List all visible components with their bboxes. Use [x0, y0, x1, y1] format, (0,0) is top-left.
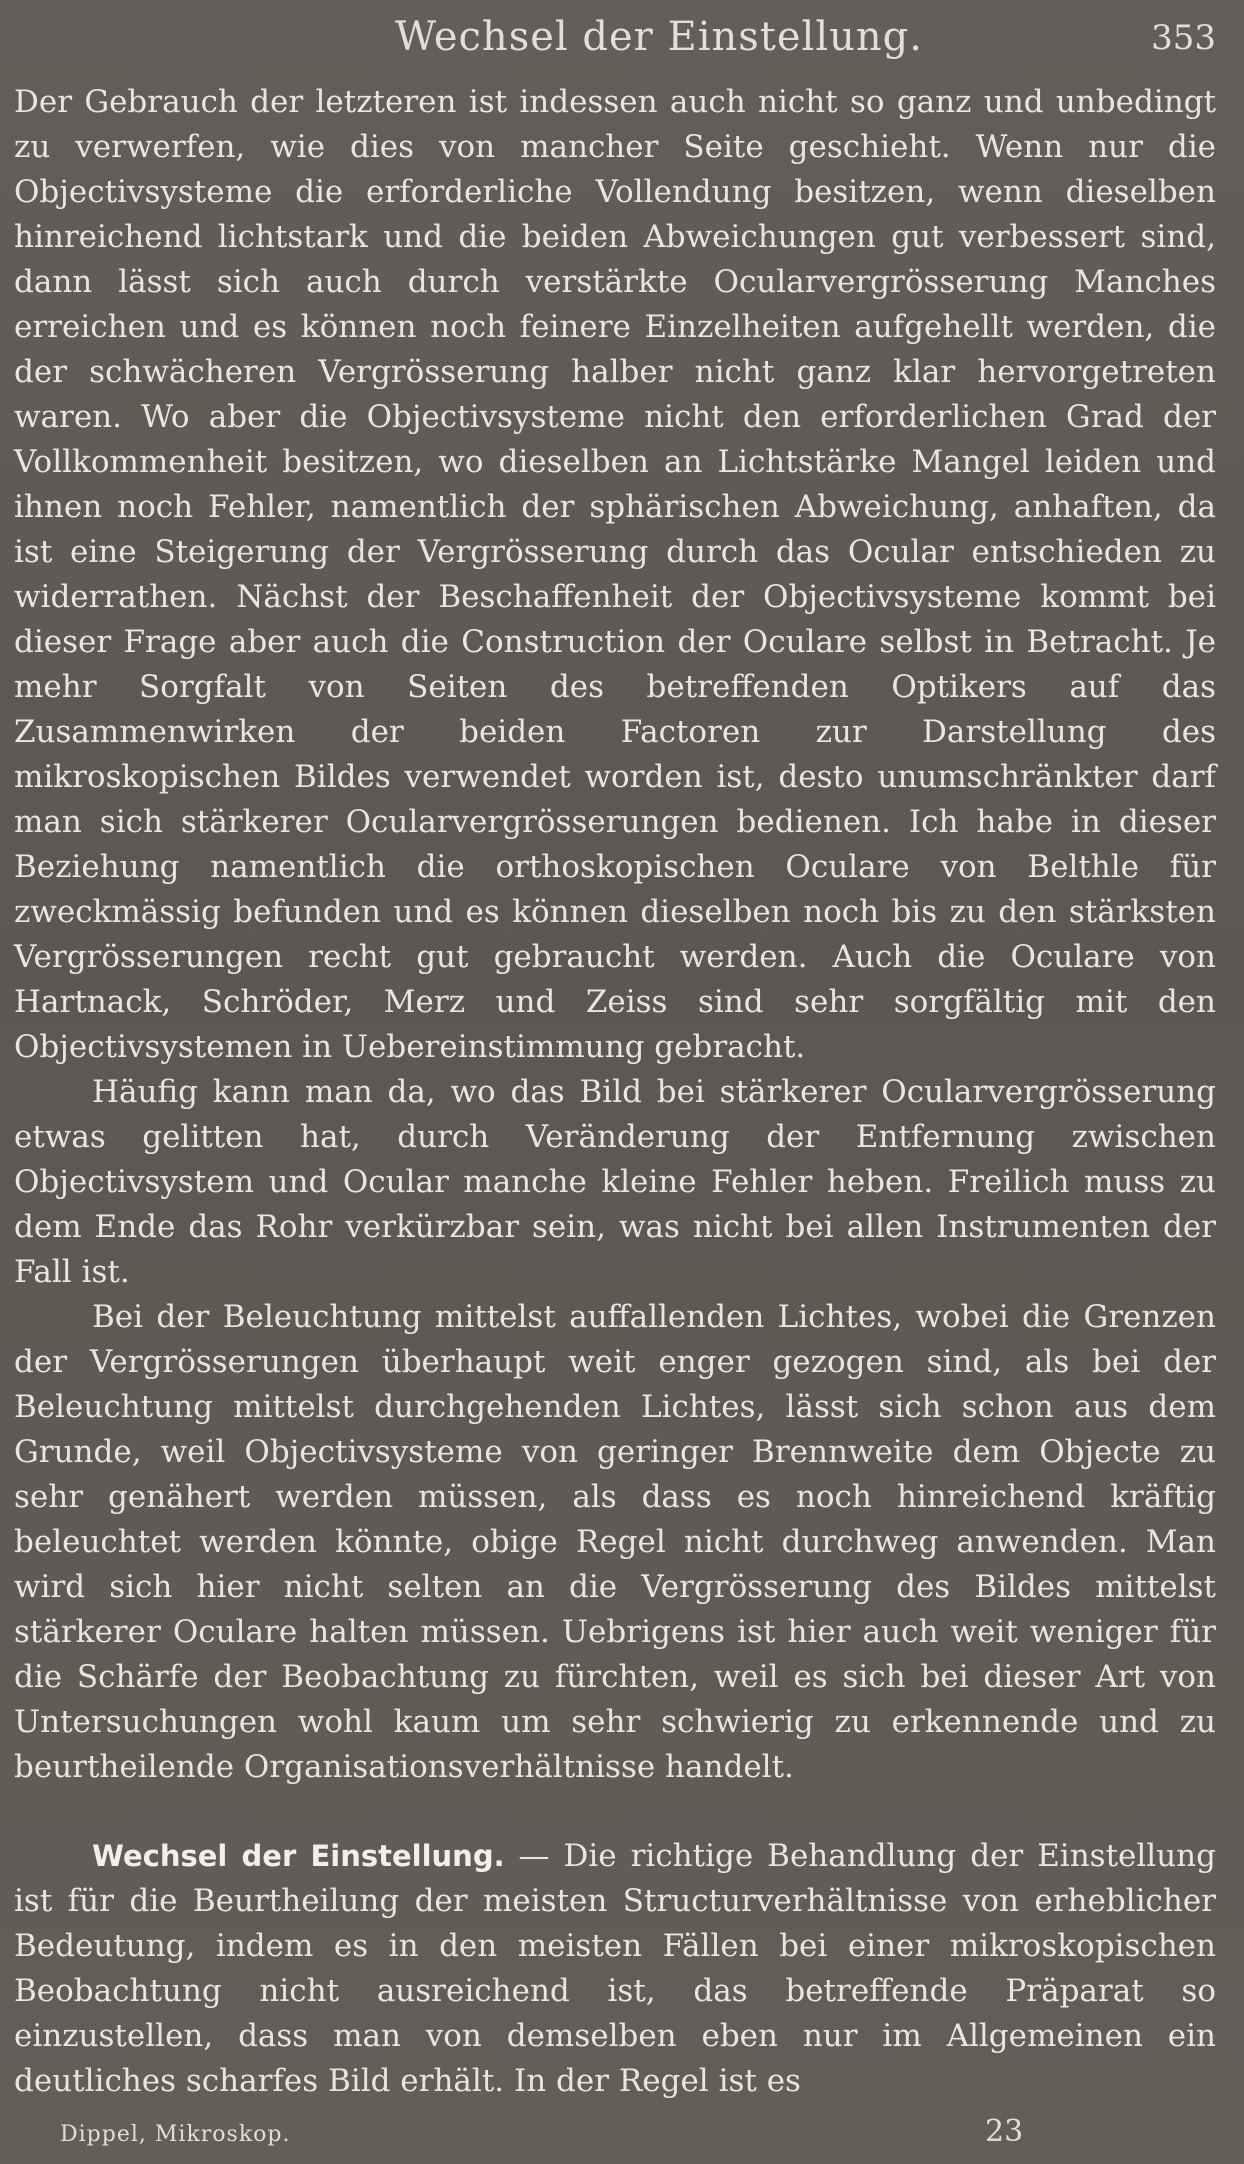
running-header [0, 14, 1244, 64]
footer-signature: Dippel, Mikroskop. [60, 2122, 291, 2147]
running-title: Wechsel der Einstellung. [395, 14, 923, 60]
paragraph-incident-light: Bei der Beleuchtung mittelst auffallenden Lichtes, wobei die Grenzen der Vergrösserungen überhaupt weit enger gezogen sind, als bei der Beleuchtung mittelst durchgehenden Lichtes, lässt sich schon aus dem Grunde, weil Objectivsysteme von geringer Brennweite dem Objecte zu sehr genähert werden müssen, als dass es noch hinreichend kräftig beleuchtet werden könnte, obige Regel nicht durchweg anwenden. Man wird sich hier nicht selten an die Vergrösserung des Bildes mittelst stärkerer Oculare halten müssen. Uebrigens ist hier auch weit weniger für die Schärfe der Beobachtung zu fürchten, weil es sich bei dieser Art von Untersuchungen wohl kaum um sehr schwierig zu erkennende und zu beurtheilende Organisationsverhältnisse handelt. [14, 1299, 1216, 1785]
section-heading: Wechsel der Einstellung. [92, 1839, 505, 1873]
page-number: 353 [1151, 18, 1216, 58]
body-text [14, 80, 1216, 2104]
paragraph-ocular-magnification: Der Gebrauch der letzteren ist indessen auch nicht so ganz und unbedingt zu verwerfen, wie dies von mancher Seite geschieht. Wenn nur die Objectivsysteme die erforderliche Vollendung besitzen, wenn dieselben hinreichend lichtstark und die beiden Abweichungen gut verbessert sind, dann lässt sich auch durch verstärkte Ocularvergrösserung Manches erreichen und es können noch feinere Einzelheiten aufgehellt werden, die der schwächeren Vergrösserung halber nicht ganz klar hervorgetreten waren. Wo aber die Objectivsysteme nicht den erforderlichen Grad der Vollkommenheit besitzen, wo dieselben an Lichtstärke Mangel leiden und ihnen noch Fehler, namentlich der sphärischen Abweichung, anhaften, da ist eine Steigerung der Vergrösserung durch das Ocular entschieden zu widerrathen. Nächst der Beschaffenheit der Objectivsysteme kommt bei dieser Frage aber auch die Construction der Oculare selbst in Betracht. Je mehr Sorgfalt von Seiten des betreffenden Optikers auf das Zusammenwirken der beiden Factoren zur Darstellung des mikroskopischen Bildes verwendet worden ist, desto unumschränkter darf man sich stärkerer Ocularvergrösserungen bedienen. Ich habe in dieser Beziehung namentlich die orthoskopischen Oculare von Belthle für zweckmässig befunden und es können dieselben noch bis zu den stärksten Vergrösserungen recht gut gebraucht werden. Auch die Oculare von Hartnack, Schröder, Merz und Zeiss sind sehr sorgfältig mit den Objectivsystemen in Uebereinstimmung gebracht. [14, 84, 1216, 1065]
section-paragraph [14, 1834, 1216, 2104]
page-footer [0, 2114, 1244, 2154]
section-text: — Die richtige Behandlung der Einstellung ist für die Beurtheilung der meisten Structurverhältnisse von erheblicher Bedeutung, indem es in den meisten Fällen bei einer mikroskopischen Beobachtung nicht ausreichend ist, das betreffende Präparat so einzustellen, dass man von demselben eben nur im Allgemeinen ein deutliches scharfes Bild erhält. In der Regel ist es [14, 1838, 1216, 2099]
sheet-number: 23 [985, 2114, 1024, 2149]
paragraph-tube-length: Häufig kann man da, wo das Bild bei stärkerer Ocularvergrösserung etwas gelitten hat, durch Veränderung der Entfernung zwischen Objectivsystem und Ocular manche kleine Fehler heben. Freilich muss zu dem Ende das Rohr verkürzbar sein, was nicht bei allen Instrumenten der Fall ist. [14, 1074, 1216, 1290]
